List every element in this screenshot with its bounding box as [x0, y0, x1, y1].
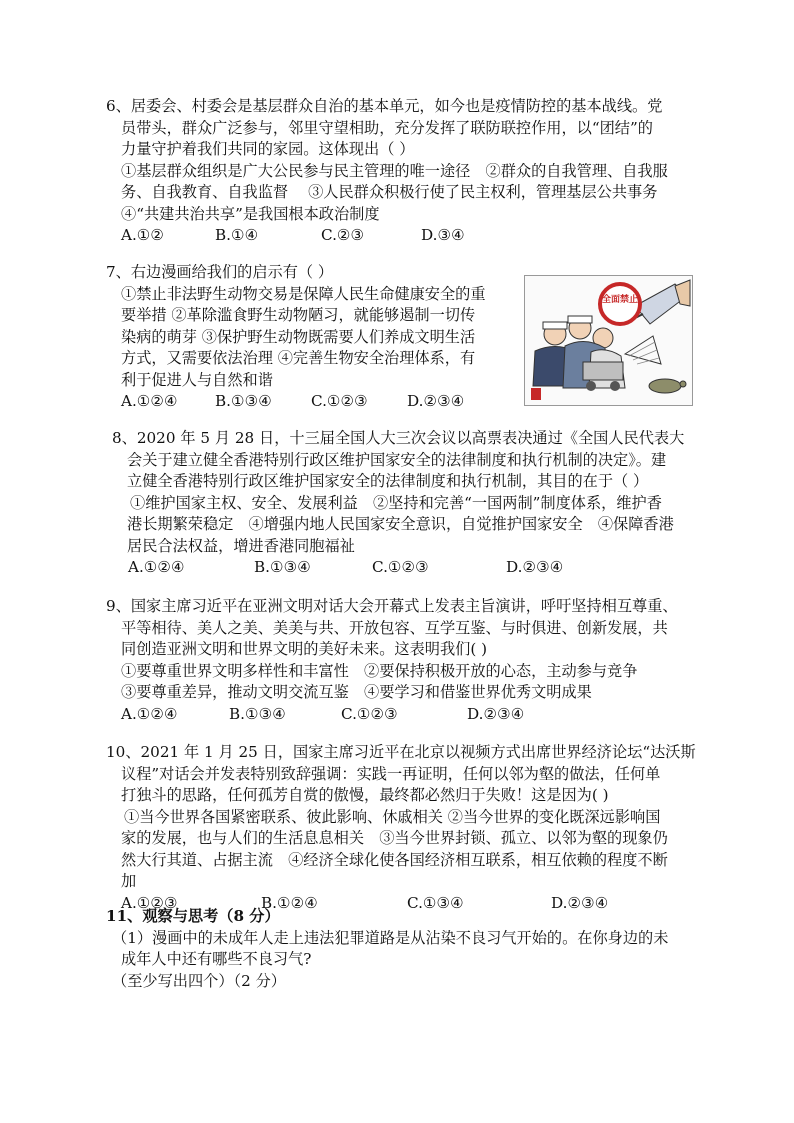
q11-line: （1）漫画中的未成年人走上违法犯罪道路是从沾染不良习气开始的。在你身边的未 [112, 928, 669, 947]
q11-title: 11、观察与思考（8 分） [106, 907, 280, 925]
q7-option-a: A.①②④ [121, 392, 178, 410]
q7-choice-line: 方式，又需要依法治理 ④完善生物安全治理体系，有 [121, 349, 476, 367]
q7-option-b: B.①③④ [215, 392, 272, 410]
q9-option-d: D.②③④ [467, 704, 525, 723]
q6-options [106, 225, 696, 247]
question-6 [106, 96, 696, 247]
wildlife-ban-cartoon [524, 275, 693, 406]
q11-line: 成年人中还有哪些不良习气? [121, 950, 312, 968]
q7-line: 7、右边漫画给我们的启示有（ ） [106, 263, 334, 281]
q11-line: （至少写出四个）（2 分） [112, 971, 286, 990]
q7-options [106, 391, 516, 413]
q8-option-a: A.①②④ [128, 558, 185, 576]
q7-choice-line: 利于促进人与自然和谐 [121, 370, 273, 389]
q8-option-c: C.①②③ [372, 558, 429, 576]
q10-option-c: C.①③④ [407, 893, 464, 912]
q8-line: 会关于建立健全香港特别行政区维护国家安全的法律制度和执行机制的决定》。建 [127, 450, 667, 469]
q9-option-b: B.①③④ [229, 704, 286, 723]
q8-line: 立健全香港特别行政区维护国家安全的法律制度和执行机制，其目的在于（ ） [127, 472, 649, 490]
q7-choice-line: 要举措 ②革除滥食野生动物陋习，就能够遏制一切传 [121, 306, 476, 324]
q8-options [112, 557, 712, 579]
cartoon-sign-text: 全面禁止 [601, 294, 639, 304]
q9-option-a: A.①②④ [121, 704, 178, 723]
q8-choice-line: ①维护国家主权、安全、发展利益 ②坚持和完善“一国两制”制度体系，维护香 [130, 493, 662, 512]
question-9 [106, 596, 696, 725]
q10-option-b: B.①②④ [261, 893, 318, 912]
q7-option-c: C.①②③ [311, 392, 368, 410]
q8-choice-line: 港长期繁荣稳定 ④增强内地人民国家安全意识，自觉推护国家安全 ④保障香港 [127, 515, 674, 533]
q10-option-a: A.①②③ [121, 893, 178, 912]
q6-line: 6、居委会、村委会是基层群众自治的基本单元，如今也是疫情防控的基本战线。党 [106, 97, 663, 115]
question-8 [112, 428, 712, 579]
q9-line: 同创造亚洲文明和世界文明的美好未来。这表明我们( ) [121, 640, 487, 658]
q10-line: 打独斗的思路，任何孤芳自赏的傲慢，最终都必然归于失败！这是因为( ) [121, 786, 609, 804]
q7-choice-line: ①禁止非法野生动物交易是保障人民生命健康安全的重 [121, 284, 486, 303]
q6-option-a: A.①② [121, 226, 165, 244]
q10-choice-line: 然大行其道、占据主流 ④经济全球化使各国经济相互联系，相互依赖的程度不断 [121, 850, 668, 869]
q6-option-b: B.①④ [215, 226, 259, 244]
question-11 [106, 906, 706, 992]
q10-line: 议程”对话会并发表特别致辞强调：实践一再证明，任何以邻为壑的做法，任何单 [121, 764, 661, 783]
q10-option-d: D.②③④ [551, 893, 609, 912]
q6-choice-line: 务、自我教育、自我监督 ③人民群众积极行使了民主权利，管理基层公共事务 [121, 183, 658, 201]
q6-line: 员带头，群众广泛参与，邻里守望相助，充分发挥了联防联控作用，以“团结”的 [121, 118, 653, 137]
q10-line: 10、2021 年 1 月 25 日，国家主席习近平在北京以视频方式出席世界经济论坛“达沃斯 [106, 743, 696, 761]
q6-choice-line: ④“共建共治共享”是我国根本政治制度 [121, 204, 380, 223]
q9-options [106, 704, 696, 726]
q9-line: 平等相待、美人之美、美美与共、开放包容、互学互鉴、与时俱进、创新发展，共 [121, 618, 668, 637]
q8-line: 8、2020 年 5 月 28 日，十三届全国人大三次会议以高票表决通过《全国人民代表大 [112, 429, 685, 447]
question-7 [106, 262, 516, 413]
q8-option-b: B.①③④ [254, 558, 311, 576]
q6-line: 力量守护着我们共同的家园。这体现出（ ） [121, 140, 415, 158]
q9-choice-line: ①要尊重世界文明多样性和丰富性 ②要保持积极开放的心态，主动参与竞争 [121, 661, 638, 680]
q10-choice-line: ①当今世界各国紧密联系、彼此影响、休戚相关 ②当今世界的变化既深远影响国 [124, 807, 661, 826]
q9-option-c: C.①②③ [341, 704, 398, 723]
q6-choice-line: ①基层群众组织是广大公民参与民主管理的唯一途径 ②群众的自我管理、自我服 [121, 161, 668, 180]
q9-line: 9、国家主席习近平在亚洲文明对话大会开幕式上发表主旨演讲，呼吁坚持相互尊重、 [106, 597, 678, 615]
q7-choice-line: 染病的萌芽 ③保护野生动物既需要人们养成文明生活 [121, 327, 476, 346]
q9-choice-line: ③要尊重差异，推动文明交流互鉴 ④要学习和借鉴世界优秀文明成果 [121, 683, 592, 701]
q8-choice-line: 居民合法权益，增进香港同胞福祉 [127, 536, 355, 555]
q10-choice-line: 家的发展，也与人们的生活息息相关 ③当今世界封锁、孤立、以邻为壑的现象仍 [121, 829, 668, 847]
q8-option-d: D.②③④ [506, 558, 564, 576]
question-10 [106, 742, 706, 914]
q6-option-d: D.③④ [421, 226, 465, 244]
q6-option-c: C.②③ [321, 226, 365, 244]
q7-option-d: D.②③④ [407, 392, 465, 410]
q10-choice-line: 加 [121, 872, 137, 890]
